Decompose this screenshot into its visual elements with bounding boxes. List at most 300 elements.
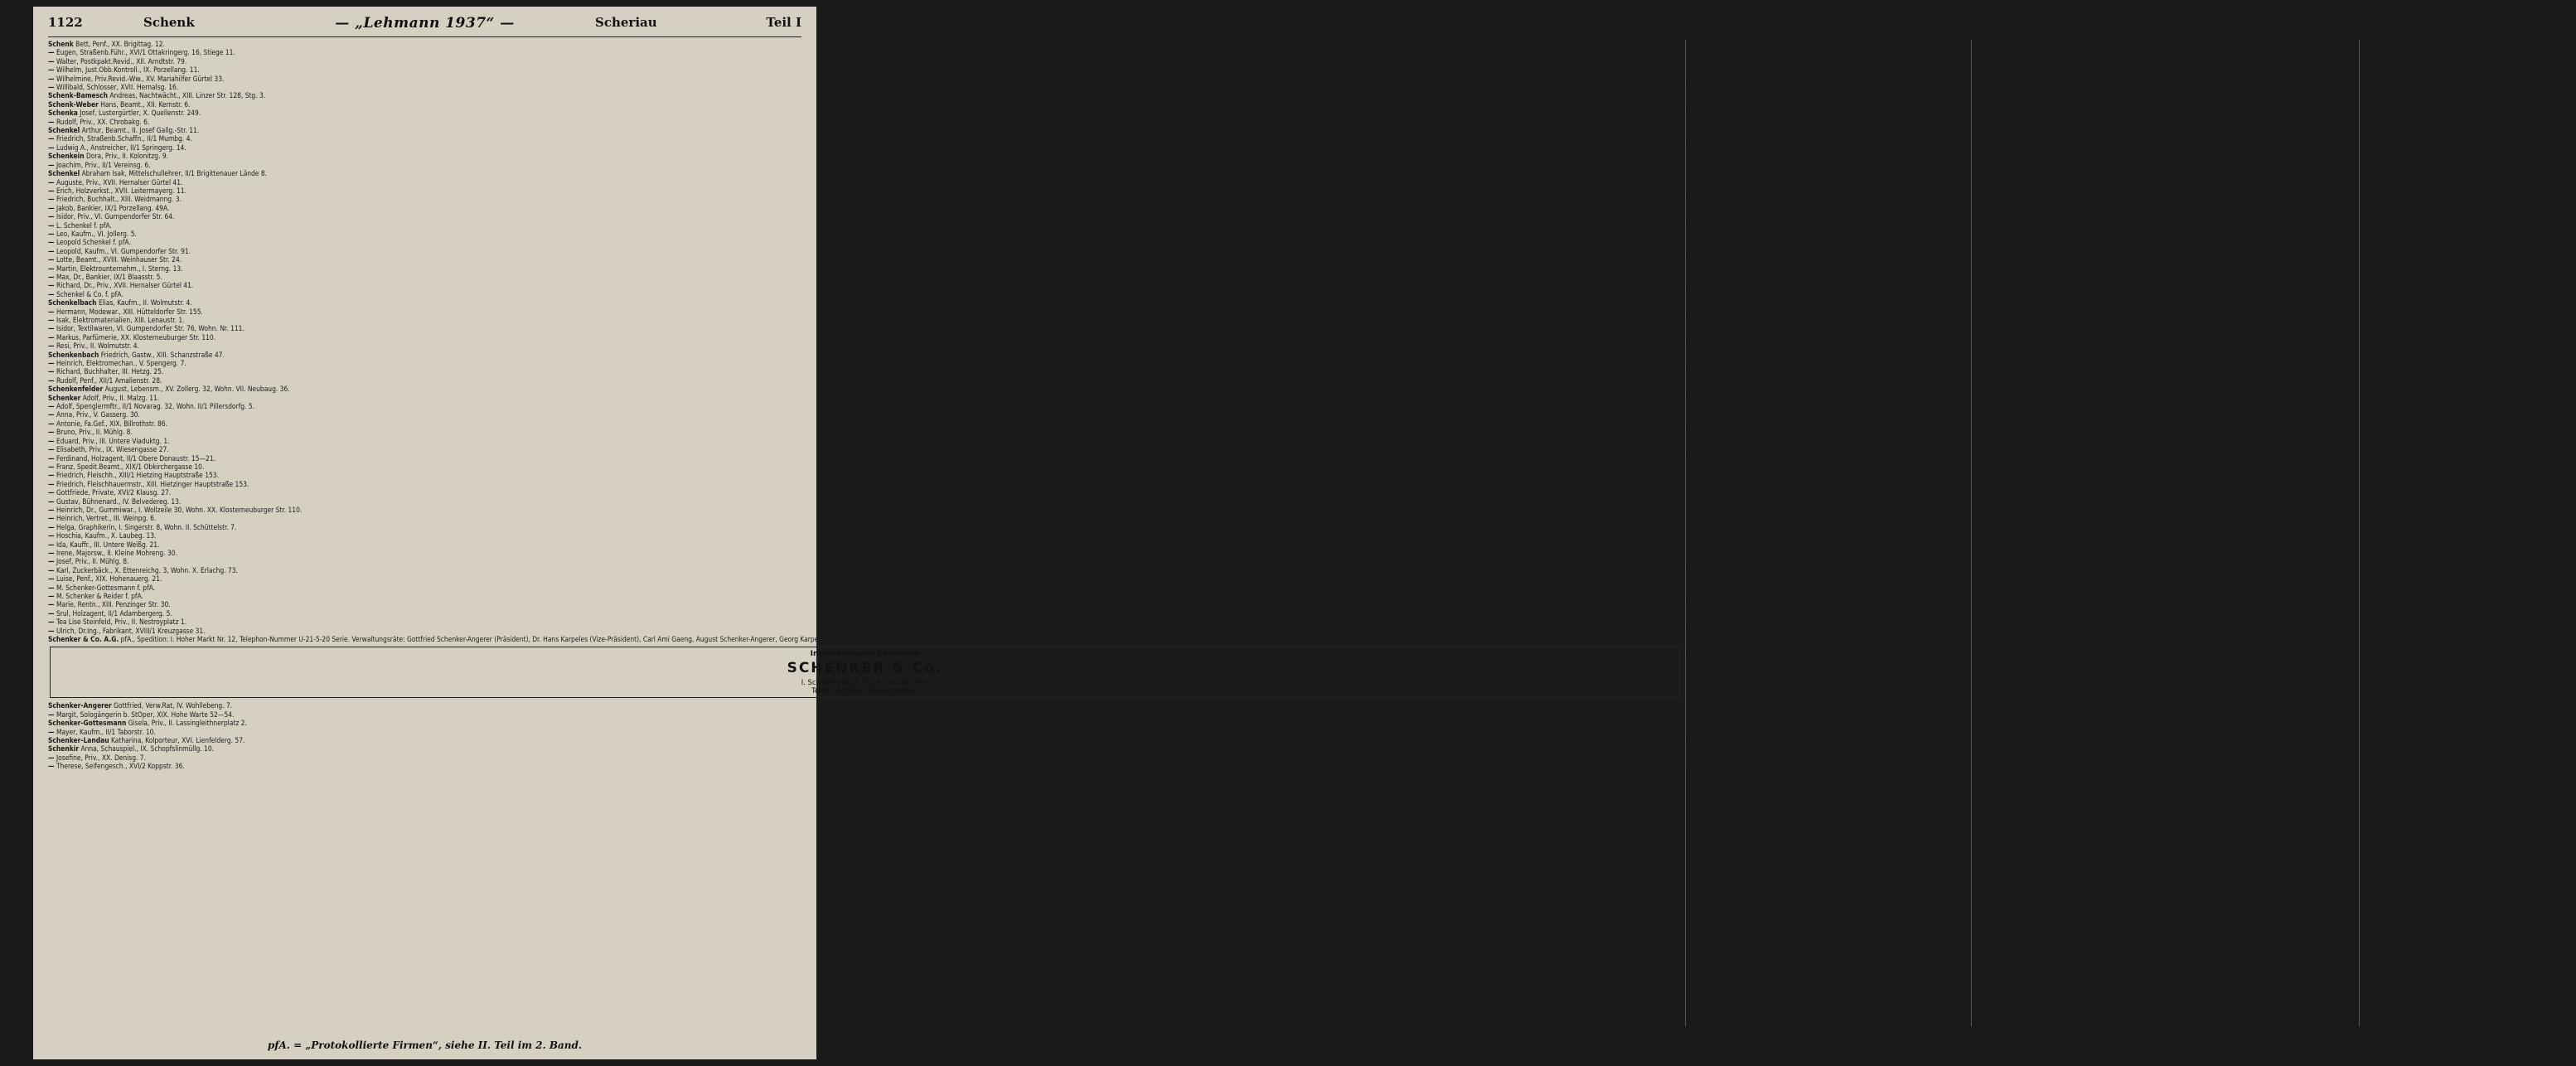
entry-details: Josef, Zimmerm., X. Troststr. 115. [2371,608,2476,618]
entry-details: Leopold, Hilfsarbeiter, XI. Kaiserebersdorf, Mühlsangergasse 5. [1697,704,1895,713]
entry-details: Anton, Ob.Schulwart i.R., XII/1 Steinbauergasse 36, Stiege 1. [1697,109,1888,118]
directory-entry [2363,204,2572,212]
entry-surname: Schenz [1689,350,1715,359]
entry-surname: — [1689,109,1696,118]
directory-entry [1689,678,1968,686]
entry-surname: — [1689,186,1696,195]
entry-surname: — [1974,453,1982,463]
entry-details: Franz, Bäcker, III. Thereg. 3—5, Stg. 2. [1697,316,1818,324]
entry-details: Friedrich, Fleischhauermstr., XIII. Hietzinger Hauptstraße 153. [56,479,249,488]
entry-details: Leopold, Eisenb.Lebienst., XVIII/1 Schmalzstr. 15. [2407,833,2561,842]
entry-details: Martin, Elektrounternehm., I. Sterng. 13. [56,264,183,273]
entry-surname: — [48,246,55,255]
entry-details: Anna, Priv., VI. Joanellig. 5. [1983,661,2067,670]
entry-surname: Schentler [1689,160,1723,169]
entry-surname: — [1974,83,1982,92]
directory-entry [1689,764,1968,773]
entry-surname: — [48,514,55,523]
directory-entry [1975,109,2356,117]
directory-entry [1975,394,2356,402]
entry-surname: — [1974,281,1982,290]
directory-entry [48,627,1682,635]
directory-entry [1975,704,2356,712]
entry-details: Franz, Friseurmftr., VI. Laimgrubengasse 9. [2001,40,2135,48]
directory-entry [1689,670,1968,678]
entry-details: Josef, Hilf.Angest., XIV. Pillerg. 10. [2371,816,2477,825]
directory-entry [2363,65,2572,74]
entry-surname: — [1974,109,1982,118]
entry-surname: Scherer-Engler [2363,497,2416,506]
entry-surname: — [1974,661,1982,670]
directory-entry [2363,100,2572,109]
directory-entry [1689,247,1968,255]
directory-entry [1975,566,2356,574]
directory-entry [1975,790,2356,798]
header-part: Teil I [766,15,801,30]
entry-details: Leopold, Landwirt, XVI. Thaliastr. 36. [2371,246,2486,255]
entry-surname: — [48,332,55,342]
entry-surname: — [2363,712,2370,721]
entry-surname: — [1974,402,1982,411]
entry-details: Marie J., Fa.Gef., XIX. Nußdorfer Str. 64. [1697,436,1820,445]
directory-entry [48,574,1682,583]
entry-details: Josef, Wohn. VIII. Roter Turmg. 4. [1983,324,2085,333]
entry-details: Erhard, XIII. Laurentiusg. 6. [1716,755,1801,764]
entry-details: Adolf, Spenglermftr., II/1 Novarag. 32, Wohn. II/1 Pillersdorfg. 5. [56,402,255,411]
entry-details: Cölestin, Penf., XVII. Veronikag. 50. [1725,488,1834,497]
entry-surname: — [1974,255,1982,264]
entry-surname: — [1974,376,1982,385]
entry-surname: Scherfelsbacher [2363,661,2421,670]
directory-entry [1689,40,1968,48]
directory-entry [1975,419,2356,428]
directory-entry [2363,298,2572,307]
directory-entry [2363,739,2572,747]
entry-details: Karl, Kraftwagenlenk., XIX/1 Döblinger Gürtel 21—23. [1983,332,2151,342]
directory-entry [1689,290,1968,298]
entry-details: Franz, Magazineur, XII. Hohenbergstraße 67. [1720,712,1860,721]
directory-entry [1975,678,2356,686]
entry-details: Josef, Gummimfr., XVIII. Gußg. 24. [1697,91,1804,100]
directory-entry [1689,308,1968,316]
directory-entry [1975,134,2356,143]
entry-details: Ferdinand, Priv., IV. Mayerhofg. 14. [1983,428,2092,437]
entry-details: Max, Dr., Bankier, IX/1 Blaasstr. 5. [56,272,162,281]
directory-entry [2363,152,2572,160]
entry-surname: — [2363,781,2370,790]
directory-entry [48,710,1682,719]
entry-surname: — [1974,342,1982,351]
entry-details: Johann, Postbeamt., II/1 Böschstr. 17. [2371,91,2488,100]
entry-details: Günther, Priv., I. Singerstr. 27. [1983,841,2078,850]
entry-details: Johann, Tischler, XII/1 Hofbauerg. 160. [2371,117,2492,126]
directory-entry [48,152,1682,160]
entry-details: Josef, Wohn. VIII. Kochlanger Str. 20. [1983,316,2097,324]
entry-details: Karoline, Konditorei, V. Schönbrunner Straße 24, Wohn. III. Hohlwegg. 9. [1983,359,2208,368]
entry-details: M. J. Schenzel & Co. f. pfA. [1697,428,1779,437]
entry-details: Josef, Schloffer, XIII/1 Köppelweg 18. [2371,600,2486,609]
directory-entry [1975,670,2356,678]
entry-details: Fabian, Ing.Archit., VII. Kandlg. 32. [1697,583,1805,592]
entry-surname: Schenkscz [1689,65,1726,75]
entry-surname: Schenk-Weber [48,99,99,109]
directory-entry [1975,75,2356,83]
entry-surname: — [1974,229,1982,238]
entry-surname: — [1689,453,1696,463]
entry-details: Leopold, Werkmftr., XX. Brigittaplatz 23. [2371,264,2497,273]
entry-details: Marie, Priv., XX. Mortaraplatz 4. [2371,307,2471,316]
entry-details: sen. Rudolf, Priv.Beamt., XVIII/1 Genzg. 19. [2371,445,2506,454]
entry-details: Lilly, Priv., XVII. Larwasg. 3. [1983,497,2069,506]
directory-entry [1975,376,2356,385]
entry-details: Luise, Private, VII. Neubaug. 7. [2371,289,2467,298]
entry-details: Hans, Beamt., XV. Schelleingasse 31. [1743,514,1860,523]
entry-surname: — [48,710,55,719]
entry-surname: — [1974,764,1982,773]
entry-surname: — [2363,48,2370,57]
entry-surname: — [2363,618,2370,627]
directory-entry [1689,281,1968,289]
entry-details: Siegfried, Juwelier, XVIII/1 Edelhofg. 6. [1697,462,1818,471]
directory-entry [1689,531,1968,540]
directory-entry [1689,83,1968,91]
directory-entry [48,109,1682,117]
directory-entry [1689,600,1968,608]
entry-surname: — [1689,557,1696,566]
entry-surname: — [1974,462,1982,471]
directory-entry [48,83,1682,91]
entry-surname: — [1974,790,1982,799]
entry-surname: — [2363,212,2370,221]
entry-surname: — [48,186,55,195]
directory-entry [1975,807,2356,816]
entry-surname: — [1689,729,1696,739]
entry-surname: — [2363,56,2370,65]
entry-details: Josef, Fa., II. Pilot.Rec.Dir., Stg. 5. [1983,471,2086,480]
entry-details: Karl, Beamt., II/1 Klimschg. 16—18, Stg. 1. [1983,479,2117,488]
entry-surname: — [48,574,55,584]
entry-surname: — [2363,238,2370,247]
entry-surname: Schenkreit [1689,40,1727,48]
directory-entry [2363,747,2572,755]
entry-details: Eugenie, Rechn.Ratww., III. Hainburger Straße 29. [1983,721,2139,730]
directory-entry [1975,230,2356,238]
entry-surname: — [2363,143,2370,152]
entry-details: Markus, Parfümerie, XX. Klosterneuburger Str. 110. [56,332,216,342]
directory-entry [1689,195,1968,203]
entry-details: L. Schenkel f. pfA. [56,220,112,230]
entry-details: Johann, Beamt., XVI. Gulmg. 13A. [1731,272,1837,281]
directory-entry [1975,118,2356,126]
entry-surname: — [1689,583,1696,592]
entry-details: Josef, Pol.Rev.Insp., XII. Schönbrunner Straße 277. [2371,522,2528,531]
directory-entry [1689,428,1968,436]
entry-surname: — [2363,721,2370,730]
directory-entry [48,497,1682,506]
entry-details: Wilhelm, Just.Obb.Kontroll., IX. Porzellang. 11. [56,65,200,75]
entry-surname: Scherfler [2363,695,2395,704]
entry-surname: Scheran [1689,712,1718,721]
entry-details: Karl, Fachlehrer, XII. Belghoferg. 30. [2371,169,2484,178]
directory-entry [2363,273,2572,281]
entry-details: Johann, Schloffer, XII/1 Schallerg. 27. [2371,109,2487,118]
directory-entry [2363,618,2572,626]
entry-details: Franz, Hafner, X. Raxstr. 25. [1697,74,1785,83]
entry-details: Leopold, Priv., V. Schönbrunner Str. 109. [2371,255,2497,264]
entry-details: August, Lebensm., XV. Zollerg. 32, Wohn. VII. Neubaug. 36. [104,385,290,394]
entry-details: Wilhelm, Monteur, XX. Engerthstr. 124. [2371,781,2494,790]
directory-entry [2363,454,2572,463]
directory-entry [1975,264,2356,273]
directory-entry [1689,316,1968,324]
entry-details: Marie, Handarb., XIV. Ob. Amtsmannsg. 37. [1737,56,1873,65]
entry-details: Josef, Ofenbldg., XIV. Hern. Hauptstr. 75. [1983,307,2110,316]
entry-surname: — [1974,807,1982,816]
entry-surname: Schepka [1689,471,1719,480]
entry-surname: — [1689,385,1696,394]
entry-details: Georg, Ing., XVIII/1 Hofftattg. 2. [1983,56,2082,65]
entry-surname: — [48,324,55,333]
directory-entry [1689,652,1968,661]
entry-surname: — [1689,661,1696,670]
entry-surname: Schenkschitz [1689,48,1736,57]
entry-details: Hermann, Priv.Beamt., II/1 Ob. Donaustr. 81. [2371,669,2511,678]
entry-surname: — [48,488,55,497]
entry-details: Franz, Priv., II/1 Hollandstr. 7. [1983,755,2075,764]
entry-details: Tea Lise Steinfeld, Priv., II. Nestroyplatz 1. [56,618,187,627]
directory-entry [1975,65,2356,74]
directory-entry [1975,351,2356,359]
directory-entry [1975,195,2356,203]
directory-entry [2363,833,2572,841]
entry-surname: — [2363,488,2370,497]
entry-details: Karl, BBahn.Beamt., XVIII. Genzg. 32. [2371,160,2488,169]
entry-details: Ferdinand, Holzagent, II/1 Obere Donaustr. 15—21. [56,453,216,463]
entry-surname: — [1974,195,1982,204]
directory-entry [48,701,1682,710]
entry-details: Friedrich, Sekretär, XVIII/1 Genzg. 1. [1983,798,2097,807]
directory-entry [1689,351,1968,359]
entry-details: Anton, städt. Angest., IX/1 Bleichergasse 19. [2011,583,2152,592]
entry-surname: — [2363,350,2370,359]
entry-surname: — [1974,324,1982,333]
directory-entry [48,394,1682,402]
directory-entry [1975,152,2356,160]
directory-entry [48,584,1682,592]
entry-surname: Schenk-Bamesch [48,91,108,100]
directory-entry [48,247,1682,255]
entry-surname: — [1974,367,1982,376]
entry-details: Hedwig, Pflichtschull.Lehr., XIII. Penzinger Straße 36. [2371,678,2536,687]
entry-details: Leopold, Lok.Führer, XIV. Gerhardusg. 16. [2371,824,2501,833]
directory-entry [1975,445,2356,453]
entry-surname: — [2363,126,2370,135]
directory-entry [48,471,1682,479]
entry-surname: — [1689,428,1696,437]
entry-surname: — [48,727,55,736]
entry-details: Louise, Schneiderin, XII. Sagedorferg. 47. [2371,281,2501,290]
directory-entry [2363,187,2572,195]
directory-entry [48,385,1682,393]
directory-entry [1975,437,2356,445]
entry-details: Therese, Seifengesch., XVI/2 Koppstr. 36. [56,762,185,771]
entry-surname: — [1974,712,1982,721]
entry-surname: — [1689,91,1696,100]
directory-entry [2363,557,2572,565]
entry-details: Ferdinand, Werkmstr., XVIII. Cottageg. 13. [1727,307,1859,316]
directory-entry [1689,437,1968,445]
entry-details: Abraham Isak, Mittelschullehrer, II/1 Brigittenauer Lände 8. [81,169,268,178]
directory-entry [2363,600,2572,608]
entry-details: Josef, Kaffier, XI. Spitzelbreiterg. 46. [1983,289,2096,298]
entry-details: Johann, Krim.Beamt., XIX. Greinerg. 48. [1983,83,2107,92]
entry-details: Andreas, Nachtwächt., XIII. Linzer Str. 128, Stg. 3. [109,91,266,100]
entry-details: Fritz, Priv., XIX/1 Zehenthofg. 8. [1983,816,2082,825]
entry-details: Dora, Priv., II. Kolonitzg. 9. [85,152,169,161]
entry-surname: — [48,410,55,419]
entry-surname: — [48,497,55,506]
entry-surname: — [2363,74,2370,83]
directory-entry [2363,394,2572,402]
entry-surname: — [48,83,55,92]
directory-entry [2363,83,2572,91]
entry-surname: — [48,753,55,762]
directory-entry [1689,204,1968,212]
entry-surname: Schenker [48,393,81,402]
entry-details: Hans, Bauführer, XVI. Hubergasse 18. [1697,592,1816,600]
directory-entry [1689,627,1968,635]
entry-details: Karl, Penf., II/1 Handelskai 268. [2371,177,2469,187]
entry-surname: Scherhäufel [2363,833,2406,842]
entry-surname: — [1974,608,1982,618]
directory-entry [2363,825,2572,833]
directory-entry [1975,643,2356,652]
directory-entry [1689,506,1968,514]
entry-surname: Scherboy [1974,565,2008,574]
directory-entry [2363,238,2572,246]
directory-entry [48,402,1682,410]
entry-details: Kronia, Priv., II. Schüttelstr. 21. [2418,497,2514,506]
entry-details: Anna, Priv., XIII. Hütteldorfer Str. 179. [1983,220,2101,230]
entry-surname: — [48,376,55,385]
entry-surname: — [2363,462,2370,471]
entry-details: Irene, Majorsw., II. Kleine Mohreng. 30. [56,548,177,557]
entry-surname: — [1974,686,1982,695]
entry-details: Maximilian, Kellereiangest., I. Georg Coch-Platz 3, Wohn. VIII. Pfeilg. 8. [1724,522,1944,531]
entry-details: Josef, Penf., XVIII/1 Theresieng. 59. [2005,557,2114,566]
entry-details: Bett, Penf., XX. Brigittag. 12. [75,40,165,48]
directory-entry [48,187,1682,195]
entry-details: Eva, Emailleurin, XIX. Agnesg. 7. [1983,738,2085,747]
entry-details: Josef, Postangest., XI. Neue Simmeringer Haide, Schrebergartner, Gruppe 1, 42. [1717,695,1968,704]
directory-entry [1689,592,1968,600]
directory-entry [1975,764,2356,773]
entry-details: Arthur, Beamt., II. Josef Gallg.-Str. 11. [81,126,200,135]
entry-details: Karl, Rechn.Sekr., XV. Kreuzling. 38. [1983,350,2094,359]
entry-surname: Schentner [1689,307,1726,316]
entry-surname: — [1974,652,1982,661]
entry-surname: — [1689,402,1696,411]
directory-entry [2363,574,2572,583]
entry-details: Anna, Priv., II. Taborstr. 45. [1983,635,2066,644]
directory-entry [2363,463,2572,471]
entry-surname: — [1689,229,1696,238]
entry-details: Willibald, Schlosser, XVII. Hernalsg. 16. [56,83,179,92]
directory-entry [1975,557,2356,565]
entry-surname: — [2363,445,2370,454]
directory-entry [48,333,1682,342]
entry-details: Anna, Priv., IV. Mayerhofg. 14. [1983,419,2077,428]
directory-entry [1689,410,1968,419]
entry-surname: Scherholz [2363,841,2398,850]
entry-surname: — [2363,376,2370,385]
directory-entry [2363,661,2572,669]
directory-entry [1975,247,2356,255]
directory-entry [1975,618,2356,626]
entry-surname: Scherbs [1974,557,2003,566]
entry-surname: — [48,281,55,290]
entry-details: Marianne, Priv., III. Markhofg. 18. [2371,859,2475,868]
entry-surname: — [1689,592,1696,600]
entry-details: Gottfriede, Private, XVI/2 Klausg. 27. [56,488,172,497]
directory-entry [1689,169,1968,177]
directory-entry [48,273,1682,281]
entry-surname: Schenz [1689,332,1715,342]
entry-details: Eduard, Dr.Ing., XVII. Jörgerstr. 26. [1983,686,2090,695]
entry-surname: Scheragy [1689,686,1722,695]
entry-details: Auguste, Priv., XVII. Hernalser Gürtel 41. [56,177,183,187]
entry-details: Cäcilie, Kassierin, V. Krong. 11. [2397,695,2494,704]
entry-surname: — [1689,359,1696,368]
entry-surname: — [1974,833,1982,842]
entry-details: Karl, Elektriker, I. Dorotheerg. 6. [1983,342,2085,351]
entry-surname: — [1689,212,1696,221]
entry-details: Eduard, Priv., III. Untere Viaduktg. 1. [56,436,170,445]
entry-surname: — [1689,600,1696,609]
directory-entry [1689,161,1968,169]
directory-entry [1689,264,1968,273]
entry-surname: — [1689,367,1696,376]
entry-surname: — [2363,91,2370,100]
entry-details: Rudolf, Priv.Beamt., XV. Wallensteinstr. 38. [1983,109,2116,118]
entry-surname: — [48,548,55,557]
directory-entry [48,540,1682,549]
entry-surname: — [1974,332,1982,342]
entry-details: Josef, Lustergürtler, X. Quellenstr. 249. [80,109,201,118]
directory-entry [48,514,1682,522]
entry-details: Johann, Gärtner, XIII. Breitenfurter Str. 109. [1983,272,2119,281]
entry-details: Friedrich, Fleischhau., XIII. Josefstädter Straße 101. [1697,359,1857,368]
directory-entry [1689,686,1968,695]
directory-entry [2363,790,2572,798]
directory-entry [2363,419,2572,428]
entry-details: Leopold Schenkel f. pfA. [56,238,131,247]
entry-details: Friedrich, Straßenb.Schaffn., II/1 Mumbg. 4. [56,134,192,143]
entry-details: Franko, Holzverkst., V. Margaretenstr. 110. [2010,143,2143,152]
directory-entry [1975,506,2356,514]
directory-entry [2363,247,2572,255]
entry-details: Otto, Kaufm., V. Kranzsg. 6. [2371,643,2457,652]
entry-surname: — [1974,704,1982,713]
directory-entry [48,308,1682,316]
entry-surname: — [48,342,55,351]
directory-entry [1975,471,2356,479]
directory-entry [48,445,1682,453]
entry-details: Rosa, Priv., X. Triz Kreglg. 1. [2371,798,2458,807]
entry-details: Emerich, Stukkateur, XIV. Goldschlagstr. 58. [2408,755,2546,764]
directory-entry [48,359,1682,367]
directory-entry [1689,643,1968,652]
